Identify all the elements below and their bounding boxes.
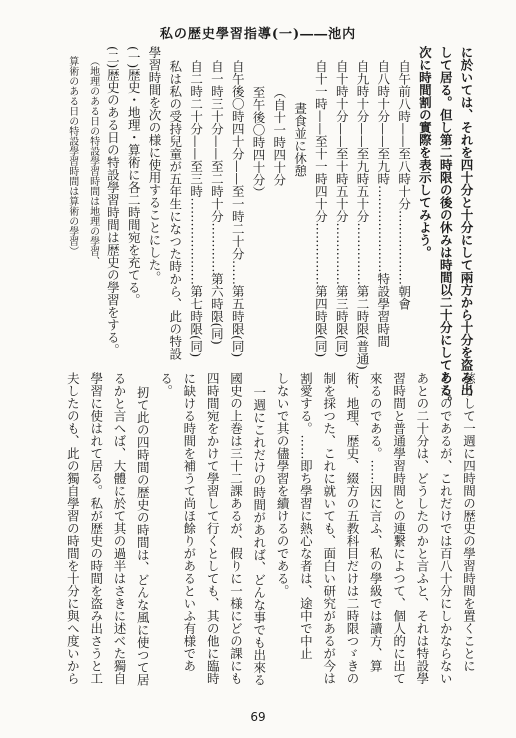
text-column: 制を採つた、これに就いても、面白い研究があるが今は bbox=[321, 372, 337, 685]
text-column: 割愛する。……即ち學習に熱心な者は、途中で中止 bbox=[298, 372, 314, 660]
text-column: したのであるが、これだけでは百八十分にしかならない bbox=[438, 372, 454, 685]
text-column: る。 bbox=[158, 372, 174, 397]
text-column: 術、地理、歴史、綴方の五教科目だけは二時限つゞきの bbox=[345, 372, 360, 685]
text-column: 次に時間割の實際を表示してみよう。 bbox=[417, 46, 433, 259]
text-column: 國史の上巻は三十二課あるが、假りに一様にどの課にも bbox=[228, 372, 244, 685]
text-column: 至午後〇時四十分） bbox=[251, 86, 266, 199]
text-column: (二)歴史のある日の特設學習時間は歴史の學習をする。 bbox=[105, 46, 121, 356]
text-column: 自八時十分——至九時…………………特設學習時間 bbox=[375, 60, 391, 348]
text-column: 夫したのも、此の獨自學習の時間を十分に與へ度いから bbox=[65, 372, 81, 685]
text-column: 自十一時——至十一時四十分……………第四時限(同) bbox=[313, 60, 329, 358]
text-column: 自十時十分——至十時五十分……………第三時限(同) bbox=[334, 60, 350, 358]
text-column: 自九時十分——至九時五十分……………第二時限(普通) bbox=[355, 60, 370, 370]
text-column: に缺ける時間を補うて尚ほ餘りがあるといふ有様であ bbox=[181, 372, 197, 672]
text-column: 自二時二十分——至三時…………………第七時限(同) bbox=[188, 60, 204, 358]
text-column: (一)歴史・地理・算術に各二時間宛を充てる。 bbox=[126, 46, 142, 306]
page-number: 69 bbox=[250, 710, 266, 724]
text-column: 晝食並に休憩 bbox=[292, 102, 308, 177]
running-header bbox=[28, 22, 488, 42]
text-column: 學習に使はれて居る。私が歴史の時間を盗み出さうと工 bbox=[88, 372, 104, 685]
text-column: に於いては、それを四十分と十分にして兩方から十分を盗み出 bbox=[459, 46, 474, 396]
text-column: 扨て此の四時間の歴史の時間は、どんな風に使つて居 bbox=[135, 386, 151, 686]
running-title: 私の歴史學習指導(一)――池内 bbox=[159, 26, 357, 42]
text-column: しないで其の儘學習を續けるのである。 bbox=[275, 372, 291, 597]
text-column: 慈うして一週に四時間の歴史の學習時間を置くことに bbox=[461, 372, 477, 672]
text-column: るかと言へば、大體に於て其の過半はさきに述べた獨自 bbox=[112, 372, 127, 685]
text-column: 一週にこれだけの時間があれば、どんな事でも出來る bbox=[251, 386, 267, 686]
text-column: 自午前八時——至八時十分………………朝會 bbox=[396, 60, 412, 310]
text-column: 學習時間を次の様に使用することにした。 bbox=[147, 46, 162, 284]
text-column: 私は私の受持兒童が五年生になつた時から、此の特設 bbox=[167, 60, 183, 360]
text-column: あとの二十分は、どうしたのかと言ふと、それは特設學 bbox=[414, 372, 430, 685]
text-column: 四時間宛をかけて學習して行くとしても、其の他に臨時 bbox=[205, 372, 221, 685]
text-column: 自一時三十分——至二時十分…………第六時限(同) bbox=[209, 60, 225, 345]
text-column: 自午後〇時四十分——至一時二十分……第五時限(同) bbox=[230, 60, 246, 358]
text-column: （地理のある日の特設學習時間は地理の學習、 bbox=[87, 56, 99, 266]
text-column: 習時間と普通學習時間との連繋によつて、個人的に出て bbox=[391, 372, 407, 685]
text-column: 算術のある日の特設學習時間は算術の學習） bbox=[66, 56, 78, 256]
text-column: （自十一時四十分 bbox=[271, 86, 287, 186]
text-column: して居る。但し第二時限の後の休みは時間以二十分にしてある。 bbox=[438, 46, 454, 409]
text-column: 來るのである。……因に言ふ、私の學級では讀方、算 bbox=[368, 372, 384, 672]
